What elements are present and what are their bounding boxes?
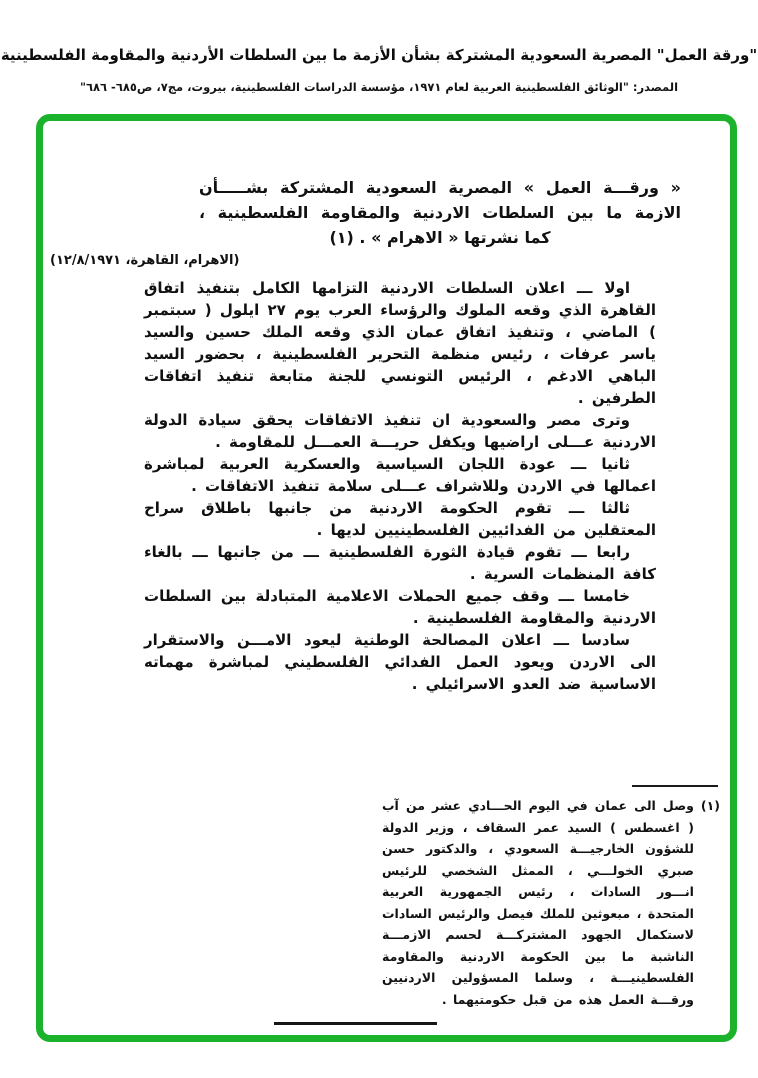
footnote	[382, 795, 720, 1010]
paragraph-clause-fifth: خامسا ـــ وقف جميع الحملات الاعلامية المتبادلة بين السلطات الاردنية والمقاومة الفلسطينية .	[144, 587, 656, 627]
paragraph-clause-fourth: رابعا ـــ تقوم قيادة الثورة الفلسطينية ـــ من جانبها ـــ بالغاء كافة المنظمات السرية .	[144, 543, 656, 583]
document-frame	[36, 114, 737, 1042]
footnote-separator-rule	[632, 785, 718, 787]
footnote-marker: (١)	[700, 798, 720, 813]
document-title-line-3: كما نشرتها « الاهرام » . (١)	[329, 228, 551, 247]
footnote-text: وصل الى عمان في اليوم الحـــادي عشر من آب ( اغسطس ) السيد عمر السقاف ، وزير الدولة للشؤون الخارجيـــة السعودي ، والدكتور حسن صبري الخولـــي ، الممثل الشخصي للرئيس انـــور السادات ، رئيس الجمهورية العربية المتحدة ، مبعوثين للملك فيصل والرئيس السادات لاستكمال الجهود المشتركـــة لحسم الازمـــة الناشبة ما بين الحكومة الاردنية والمقاومة الفلسطينيـــة ، وسلما المسؤولين الاردنيين ورقـــة العمل هذه من قبل حكومتيهما .	[382, 798, 694, 1007]
page-header-title: "ورقة العمل" المصرية السعودية المشتركة بشأن الأزمة ما بين السلطات الأردنية والمقاومة الفلسطينية	[0, 46, 758, 64]
publication-dateline: (الاهرام، القاهرة، ١٢/٨/١٩٧١)	[50, 253, 240, 268]
document-title	[199, 175, 681, 250]
paragraph-clause-sixth: سادسا ـــ اعلان المصالحة الوطنية ليعود الامـــن والاستقرار الى الاردن ويعود العمل الفدائي الفلسطيني لمباشرة مهماته الاساسية ضد العدو الاسرائيلي .	[144, 631, 656, 693]
paragraph-clause-third: ثالثا ـــ تقوم الحكومة الاردنية من جانبها باطلاق سراح المعتقلين من الفدائيين الفلسطينيين لديها .	[144, 499, 656, 539]
page-header-source: المصدر: "الوثائق الفلسطينية العربية لعام ١٩٧١، مؤسسة الدراسات الفلسطينية، بيروت، مج٧، ص٦٨٥- ٦٨٦"	[79, 80, 679, 94]
paragraph-clause-second: ثانيا ـــ عودة اللجان السياسية والعسكرية العربية لمباشرة اعمالها في الاردن وللاشراف عـــلى سلامة تنفيذ الاتفاقات .	[144, 455, 656, 495]
document-title-line-2: الازمة ما بين السلطات الاردنية والمقاومة الفلسطينية ،	[199, 203, 681, 222]
document-title-line-1: « ورقـــة العمل » المصرية السعودية المشتركة بشـــــأن	[199, 178, 681, 197]
paragraph-egypt-saudi-view: وترى مصر والسعودية ان تنفيذ الاتفاقات يحقق سيادة الدولة الاردنية عـــلى اراضيها ويكفل حريـــة العمـــل للمقاومة .	[144, 411, 656, 451]
bottom-rule	[274, 1022, 437, 1025]
document-body	[144, 277, 656, 695]
paragraph-clause-first: اولا ـــ اعلان السلطات الاردنية التزامها الكامل بتنفيذ اتفاق القاهرة الذي وقعه الملوك والرؤساء العرب يوم ٢٧ ايلول ( سبتمبر ) الماضي ، وتنفيذ اتفاق عمان الذي وقعه الملك حسين والسيد ياسر عرفات ، رئيس منظمة التحرير الفلسطينية ، بحضور السيد الباهي الادغم ، الرئيس التونسي للجنة متابعة تنفيذ اتفاقات الطرفين .	[144, 279, 656, 407]
